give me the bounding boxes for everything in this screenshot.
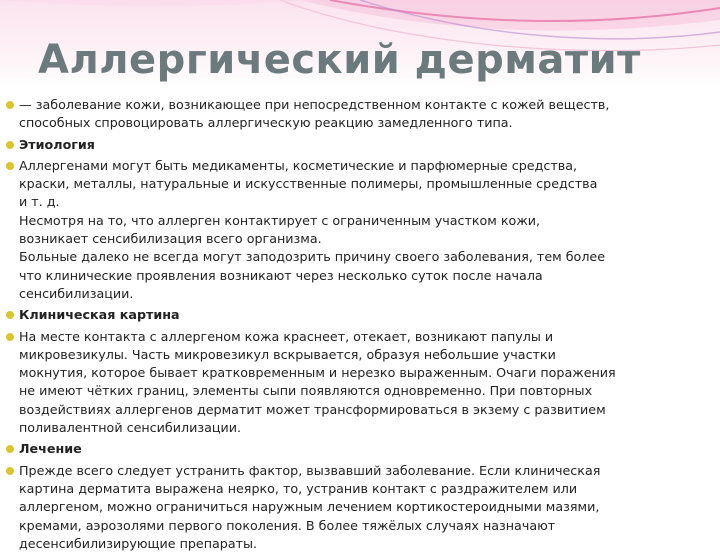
text-line: На месте контакта с аллергеном кожа краснеет, отекает, возникают папулы и [19, 328, 554, 344]
text-line: воздействиях аллергенов дерматит может трансформироваться в экзему с развитием [19, 401, 606, 417]
text-line: Больные далеко не всегда могут заподозрить причину своего заболевания, тем более [19, 249, 606, 265]
text-line: десенсибилизирующие препараты. [19, 535, 258, 551]
decorative-header-band [0, 0, 720, 90]
bullet-list [6, 96, 696, 556]
text-line: Лечение [19, 441, 82, 457]
text-line: краски, металлы, натуральные и искусственные полимеры, промышленные средства [19, 176, 598, 192]
text-line: Этиология [19, 136, 95, 152]
text-line: что клинические проявления возникают через несколько суток после начала [19, 267, 543, 283]
text-line: аллергеном, можно ограничиться наружным лечением кортикостероидными мазями, [19, 499, 600, 515]
text-line: Прежде всего следует устранить фактор, вызвавший заболевание. Если клиническая [19, 462, 601, 478]
text-line: кремами, аэрозолями первого поколения. В более тяжёлых случаях назначают [19, 517, 556, 533]
section-heading [6, 136, 696, 154]
text-line: сенсибилизации. [19, 285, 134, 301]
text-line: поливалентной сенсибилизации. [19, 420, 242, 436]
list-item [6, 96, 696, 133]
bullet-icon [6, 162, 14, 170]
text-line: Несмотря на то, что аллерген контактирует с ограниченным участком кожи, [19, 212, 541, 228]
list-item [6, 328, 696, 438]
bullet-icon [6, 311, 14, 319]
list-item [6, 157, 696, 303]
text-line: не имеют чётких границ, элементы сыпи появляются одновременно. При повторных [19, 383, 593, 399]
text-line: картина дерматита выражена неярко, то, устранив контакт с раздражителем или [19, 480, 578, 496]
text-line: способных спровоцировать аллергическую реакцию замедленного типа. [19, 115, 513, 131]
page-title: Аллергический дерматит [38, 37, 641, 83]
text-line: возникает сенсибилизация всего организма. [19, 231, 322, 247]
bullet-icon [6, 141, 14, 149]
text-line: — заболевание кожи, возникающее при непосредственном контакте с кожей веществ, [19, 97, 610, 112]
bullet-icon [6, 445, 14, 453]
section-heading [6, 440, 696, 458]
bullet-icon [6, 101, 14, 109]
section-heading [6, 306, 696, 324]
text-line: микровезикулы. Часть микровезикул вскрывается, образуя небольшие участки [19, 346, 556, 362]
text-line: Клиническая картина [19, 307, 180, 323]
list-item [6, 462, 696, 553]
text-line: мокнутия, которое бывает кратковременным и нерезко выраженным. Очаги поражения [19, 365, 616, 381]
bullet-icon [6, 333, 14, 341]
text-line: и т. д. [19, 194, 60, 210]
bullet-icon [6, 467, 14, 475]
text-line: Аллергенами могут быть медикаменты, косметические и парфюмерные средства, [19, 157, 578, 173]
